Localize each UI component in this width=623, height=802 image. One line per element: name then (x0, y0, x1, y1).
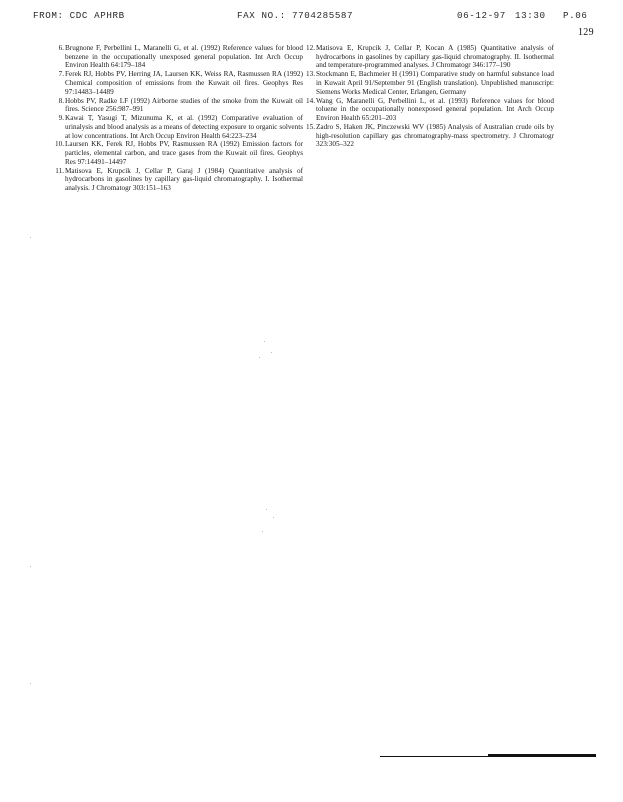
reference-number: 12. (306, 44, 315, 52)
fax-number: FAX NO.: 7704285587 (237, 10, 354, 21)
reference-text: Hobbs PV, Radke LF (1992) Airborne studies of the smoke from the Kuwait oil fires. Science 256:987–991 (65, 96, 303, 114)
reference-number: 7. (58, 70, 64, 79)
reference-entry (54, 167, 303, 193)
scan-speck (266, 509, 267, 510)
scan-speck (264, 341, 265, 342)
fax-page: P.06 (563, 10, 588, 21)
scan-speck (30, 237, 31, 238)
reference-text: Ferek RJ, Hobbs PV, Herring JA, Laursen KK, Weiss RA, Rasmussen RA (1992) Chemical composition of emissions from the Kuwait oil fires. Geophys Res 97:14483–14489 (65, 70, 303, 96)
reference-entry (54, 140, 303, 166)
reference-text: Matisova E, Krupcik J, Cellar P, Kocan A (1985) Quantitative analysis of hydrocarbons in gasolines by capillary gas-liquid chromatography. II. Isothermal and temperature-programmed analyses. J Chromatogr 346:177–190 (316, 44, 554, 70)
scan-speck (30, 683, 31, 684)
fax-time: 13:30 (515, 10, 546, 21)
reference-text: Wang G, Maranelli G, Perbellini L, et al. (1993) Reference values for blood toluene in the occupationally nonexposed general population. Int Arch Occup Environ Health 65:201–203 (316, 96, 554, 122)
footer-rule-bold (488, 754, 596, 757)
reference-entry (54, 97, 303, 114)
scan-speck (259, 357, 260, 358)
reference-number: 9. (58, 114, 64, 123)
reference-entry (54, 114, 303, 140)
reference-text: Brugnone F, Perbellini L, Maranelli G, et al. (1992) Reference values for blood benzene in the occupationally unexposed general population. Int Arch Occup Environ Health 64:179–184 (65, 44, 303, 70)
reference-text: Matisova E, Krupcik J, Cellar P, Garaj J (1984) Quantitative analysis of hydrocarbons in gasolines by capillary gas-liquid chromatography. I. Isothermal analysis. J Chromatogr 303:151–163 (65, 166, 303, 193)
reference-entry (305, 44, 554, 70)
reference-entry (54, 70, 303, 96)
reference-number: 6. (58, 44, 64, 52)
reference-entry (305, 97, 554, 123)
scan-speck (30, 566, 31, 567)
reference-entry (305, 70, 554, 96)
reference-text: Kawai T, Yasugi T, Mizunuma K, et al. (1992) Comparative evaluation of urinalysis and blood analysis as a means of detecting exposure to organic solvents at low concentrations. Int Arch Occup Environ Health 64:223–234 (65, 114, 303, 140)
reference-entry (305, 123, 554, 149)
fax-from: FROM: CDC APHRB (33, 10, 125, 21)
references-right-column (305, 44, 554, 149)
reference-number: 11. (55, 166, 64, 175)
reference-text: Laursen KK, Ferek RJ, Hobbs PV, Rasmussen RA (1992) Emission factors for particles, elemental carbon, and trace gases from the Kuwait oil fires. Geophys Res 97:14491–14497 (65, 140, 303, 166)
scan-speck (273, 517, 274, 518)
references-left-column (54, 44, 303, 193)
reference-text: Stockmann E, Bachmeier H (1991) Comparative study on harmful substance load in Kuwait April 91/September 91 (English translation). Unpublished manuscript: Siemens Works Medical Center, Erlangen, Germany (316, 70, 554, 96)
scan-speck (271, 352, 272, 353)
reference-number: 14. (306, 96, 315, 105)
fax-date: 06-12-97 (457, 10, 506, 21)
page-number: 129 (578, 27, 594, 38)
reference-text: Zadro S, Haken JK, Pinczewski WV (1985) Analysis of Australian crude oils by high-resolution capillary gas chromatography-mass spectrometry. J Chromatogr 323:305–322 (316, 122, 554, 149)
reference-number: 15. (306, 122, 315, 131)
reference-number: 13. (306, 70, 315, 79)
reference-entry (54, 44, 303, 70)
reference-number: 8. (58, 96, 64, 105)
reference-number: 10. (55, 140, 64, 149)
fax-header (0, 10, 623, 24)
scan-speck (262, 531, 263, 532)
